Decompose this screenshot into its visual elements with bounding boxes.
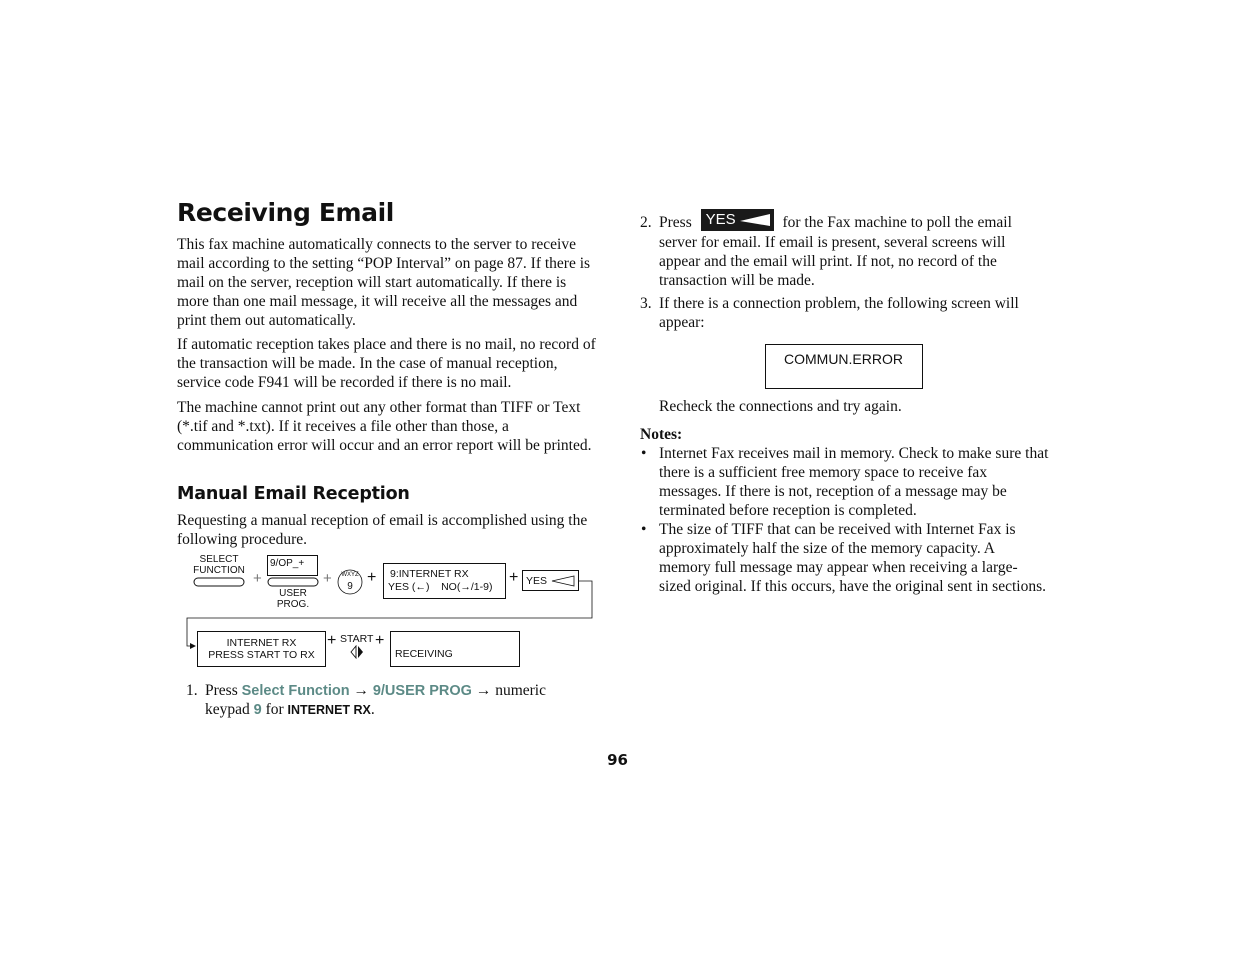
- page-title: Receiving Email: [177, 198, 394, 227]
- notes-title: Notes:: [640, 426, 683, 443]
- select-function-key-ref: Select Function: [241, 683, 350, 699]
- yes-arrow-icon: [551, 575, 575, 587]
- note-item: • Internet Fax receives mail in memory. Check to make sure that there is a sufficient free memory space to receive fax messages. If there is not, reception of a message may be terminated before reception is completed.: [641, 445, 1049, 519]
- internet-rx-ref: INTERNET RX: [287, 702, 371, 717]
- page-number: 96: [607, 751, 628, 769]
- yes-button-icon: YES: [701, 209, 774, 231]
- op-key: [267, 555, 318, 576]
- start-icon: [350, 645, 364, 659]
- screen-line-2: PRESS START TO RX: [208, 649, 315, 661]
- recheck-text: Recheck the connections and try again.: [659, 398, 902, 415]
- forward-arrow-icon: →: [460, 581, 471, 593]
- yes-key-label: YES: [526, 575, 548, 587]
- select-function-key-label: SELECT FUNCTION: [193, 554, 245, 576]
- user-prog-label: USER PROG.: [276, 588, 310, 610]
- step-1: 1. Press Select Function → 9/USER PROG → numeric keypad 9 for INTERNET RX.: [186, 682, 546, 718]
- plus-sign: +: [323, 570, 332, 587]
- plus-sign: +: [509, 569, 519, 586]
- start-key-label: START: [340, 633, 374, 645]
- display-screen-press-start: [197, 631, 326, 667]
- yes-key: [522, 570, 579, 591]
- step-3: 3. If there is a connection problem, the following screen will appear:: [640, 295, 1019, 331]
- back-arrow-icon: ←: [415, 581, 426, 593]
- plus-sign: +: [327, 632, 337, 649]
- yes-triangle-icon: [739, 213, 771, 227]
- step-2-first-line: Press YES for the Fax machine to poll the email: [659, 211, 1012, 231]
- step-2: 2. Press YES for the Fax machine to poll the email server for email. If email is present, several screens will appear and the email will print. If not, no record of the transaction will be made.: [659, 210, 1049, 291]
- bullet: •: [641, 521, 647, 538]
- step-number: 2.: [640, 214, 652, 231]
- user-prog-key-ref: 9/USER PROG: [372, 683, 472, 699]
- screen-text: RECEIVING: [395, 648, 453, 660]
- screen-line-1: INTERNET RX: [226, 637, 297, 649]
- note-item: • The size of TIFF that can be received with Internet Fax is approximately half the size of the memory capacity. A memory full message may appear when receiving a large-sized original. If this occurs, have the original sent in sections.: [641, 521, 1046, 595]
- plus-sign: +: [367, 569, 377, 586]
- step-number: 3.: [640, 295, 652, 312]
- screen-line-2: YES (←) NO(→/1-9): [388, 581, 493, 593]
- keypad-digit: 9: [347, 581, 353, 592]
- format-paragraph: The machine cannot print out any other format than TIFF or Text (*.tif and *.txt). If it receives a file other than those, a communication error will occur and an error report will be printed.: [177, 399, 592, 454]
- commun-error-screen: [765, 344, 923, 389]
- error-screen-text: COMMUN.ERROR: [784, 351, 903, 367]
- no-mail-paragraph: If automatic reception takes place and there is no mail, no record of the transaction will be made. In the case of manual reception, service code F941 will be recorded if there is no mail.: [177, 336, 596, 391]
- plus-sign: +: [253, 570, 262, 587]
- plus-sign: +: [375, 632, 385, 649]
- procedure-diagram: [185, 550, 605, 675]
- op-key-label: 9/OP_+: [270, 558, 305, 569]
- bullet: •: [641, 445, 647, 462]
- procedure-intro: Requesting a manual reception of email is accomplished using the following procedure.: [177, 512, 588, 548]
- intro-paragraph: This fax machine automatically connects to the server to receive mail according to the setting “POP Interval” on page 87. If there is mail on the server, reception will start automatically. If there is more than one mail message, it will receive all the messages and print them out automatically.: [177, 236, 591, 329]
- screen-line-1: 9:INTERNET RX: [390, 568, 469, 580]
- section-heading: Manual Email Reception: [177, 484, 410, 504]
- keypad-letters: WXYZ: [341, 572, 359, 578]
- step-number: 1.: [186, 682, 198, 699]
- keypad-nine-ref: 9: [253, 701, 262, 718]
- display-screen-internet-rx: [383, 563, 506, 599]
- display-screen-receiving: [390, 631, 520, 667]
